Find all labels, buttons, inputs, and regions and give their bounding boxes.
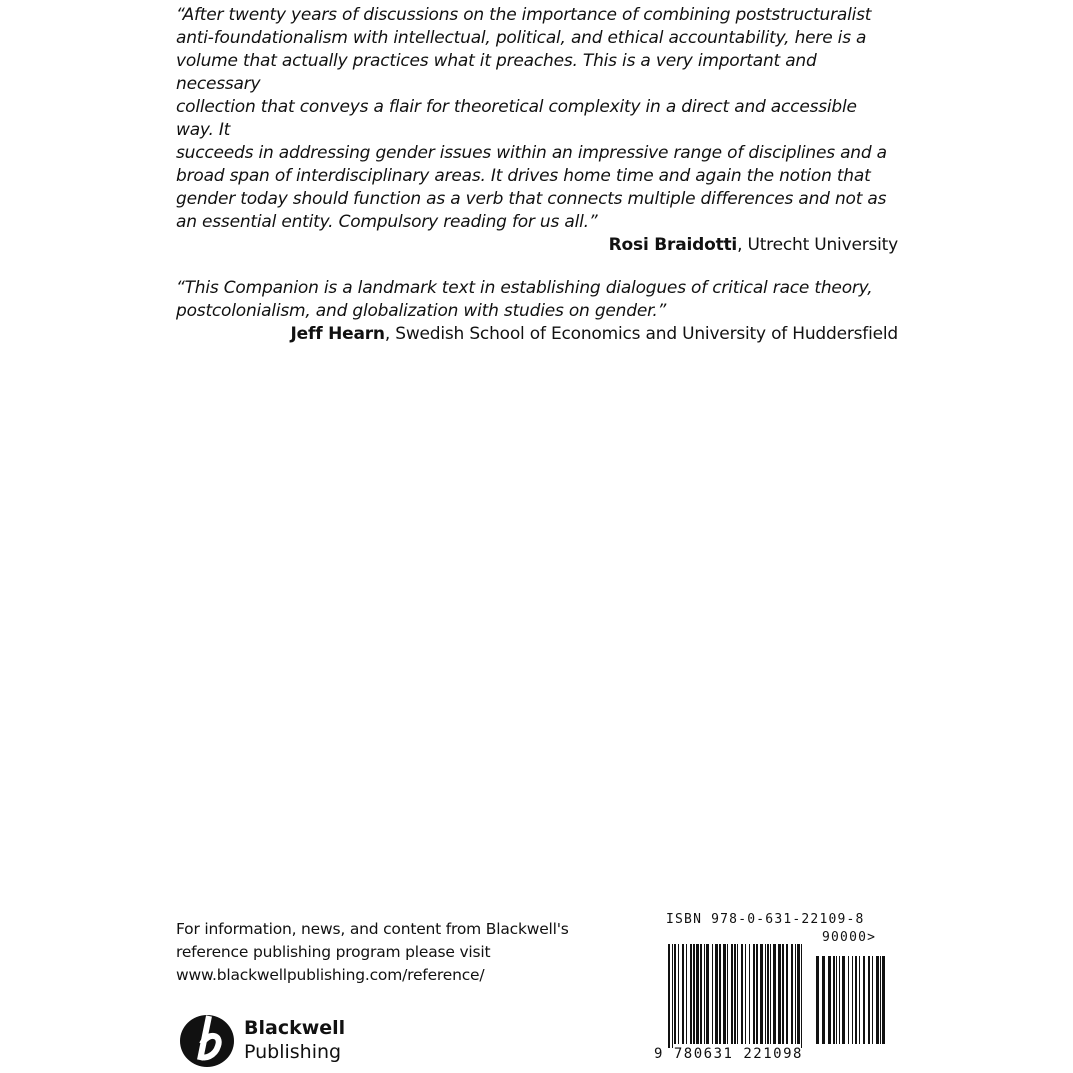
- barcode-bar: [863, 956, 865, 1044]
- quote-line: broad span of interdisciplinary areas. It drives home time and again the notion that: [176, 166, 871, 186]
- barcode-bar: [882, 956, 885, 1044]
- barcode-bar: [828, 956, 831, 1044]
- blackwell-b-icon: [178, 1010, 238, 1070]
- barcode-bar: [712, 944, 713, 1044]
- barcode-bar: [734, 944, 736, 1044]
- logo-line2: Publishing: [244, 1041, 342, 1063]
- barcode-bar: [727, 944, 728, 1044]
- barcode-bar: [678, 944, 679, 1044]
- barcode-bar: [693, 944, 695, 1044]
- barcode-bar: [876, 956, 879, 1044]
- quote-line: succeeds in addressing gender issues within an impressive range of disciplines and a: [176, 143, 887, 163]
- barcode-bar: [753, 944, 755, 1044]
- quote-line: “This Companion is a landmark text in establishing dialogues of critical race theory,: [176, 278, 873, 298]
- info-url: www.blackwellpublishing.com/reference/: [176, 966, 485, 984]
- quote-line: volume that actually practices what it preaches. This is a very important and necessary: [176, 51, 817, 94]
- barcode-bar: [872, 956, 873, 1044]
- barcode-bar: [816, 956, 819, 1044]
- barcode-bar: [836, 956, 837, 1044]
- isbn-text: ISBN 978-0-631-22109-8: [666, 912, 865, 927]
- quote-author: Jeff Hearn: [290, 324, 385, 344]
- barcode-bar: [852, 956, 853, 1044]
- barcode: [666, 944, 890, 1048]
- quote-hearn: [176, 277, 898, 346]
- quote-line: anti-foundationalism with intellectual, political, and ethical accountability, here is a: [176, 28, 867, 48]
- barcode-bar: [880, 956, 881, 1044]
- ean-digits: 9 780631 221098: [654, 1046, 803, 1062]
- quote-affiliation: , Swedish School of Economics and University of Huddersfield: [384, 324, 898, 344]
- barcode-bar: [700, 944, 702, 1044]
- quote-line: “After twenty years of discussions on the importance of combining poststructuralist: [176, 5, 872, 25]
- barcode-bar: [791, 944, 793, 1044]
- barcode-bar: [715, 944, 718, 1044]
- barcode-bar: [723, 944, 726, 1044]
- barcode-bar: [795, 944, 796, 1044]
- logo-line1: Blackwell: [244, 1017, 346, 1039]
- barcode-bar: [773, 944, 776, 1044]
- barcode-bar: [741, 944, 743, 1044]
- barcode-bar: [797, 944, 800, 1044]
- barcode-bar: [833, 956, 835, 1044]
- publisher-info: [176, 918, 596, 987]
- barcode-bar: [690, 944, 692, 1044]
- quote-line: an essential entity. Compulsory reading for us all.”: [176, 212, 598, 232]
- barcode-bar: [848, 956, 849, 1044]
- quote-attribution: [176, 234, 898, 257]
- info-line: reference publishing program please visit: [176, 943, 491, 961]
- blackwell-logo: [178, 1010, 378, 1070]
- quote-attribution: [176, 323, 898, 346]
- barcode-bar: [682, 944, 684, 1044]
- barcode-bar: [706, 944, 709, 1044]
- barcode-bar: [782, 944, 784, 1044]
- barcode-bar: [745, 944, 746, 1044]
- barcode-bar: [674, 944, 676, 1044]
- quote-author: Rosi Braidotti: [608, 235, 738, 255]
- barcode-bar: [704, 944, 705, 1044]
- barcode-bar: [756, 944, 758, 1044]
- barcode-bar: [868, 956, 870, 1044]
- barcode-bar: [778, 944, 781, 1044]
- barcode-bar: [770, 944, 771, 1044]
- quote-line: postcolonialism, and globalization with studies on gender.”: [176, 301, 667, 321]
- price-code: 90000>: [822, 930, 877, 945]
- barcode-bar: [765, 944, 766, 1044]
- logo-wordmark: [244, 1016, 345, 1064]
- quote-line: gender today should function as a verb that connects multiple differences and not as: [176, 189, 887, 209]
- barcode-bar: [786, 944, 788, 1044]
- barcode-bar: [719, 944, 721, 1044]
- barcode-bar: [842, 956, 845, 1044]
- quote-affiliation: , Utrecht University: [737, 235, 898, 255]
- quote-braidotti: [176, 4, 898, 257]
- barcode-bar: [822, 956, 825, 1044]
- barcode-bar: [672, 944, 673, 1048]
- barcode-bar: [696, 944, 699, 1044]
- barcode-bar: [760, 944, 763, 1044]
- barcode-bar: [859, 956, 860, 1044]
- quote-line: collection that conveys a flair for theoretical complexity in a direct and accessible way. It: [176, 97, 857, 140]
- barcode-bar: [749, 944, 750, 1044]
- info-line: For information, news, and content from Blackwell's: [176, 920, 569, 938]
- barcode-bar: [737, 944, 738, 1044]
- barcode-bar: [855, 956, 857, 1044]
- barcode-bar: [668, 944, 670, 1048]
- barcode-bar: [801, 944, 802, 1048]
- barcode-bar: [839, 956, 840, 1044]
- barcode-bar: [731, 944, 733, 1044]
- barcode-bar: [767, 944, 769, 1044]
- barcode-bar: [686, 944, 687, 1044]
